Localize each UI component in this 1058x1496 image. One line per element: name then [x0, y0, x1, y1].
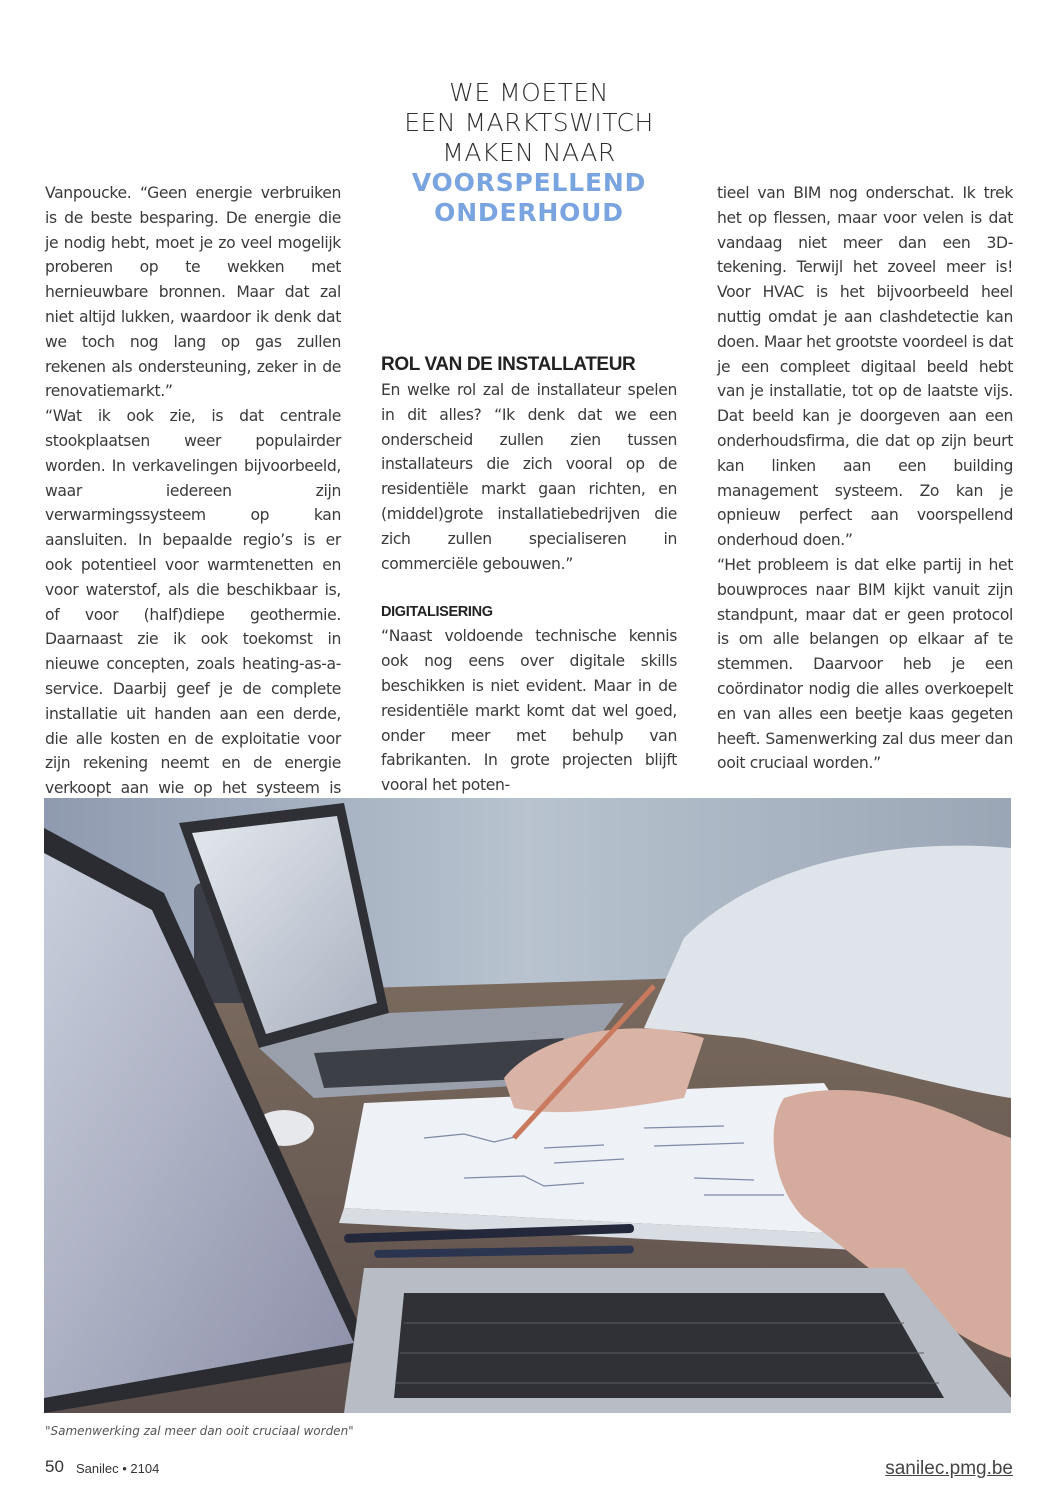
text-column-1 [45, 181, 341, 851]
text-column-2 [381, 353, 677, 798]
pull-quote-line: WE MOETEN [449, 78, 609, 107]
paragraph: En welke rol zal de installateur spelen in dit alles? “Ik denk dat we een onderscheid zullen zien tussen installateurs die zich vooral op de residentiële markt gaan richten, en (middel)grote installatiebedrijven die zich zullen specialiseren in commerciële gebouwen.” [381, 381, 677, 573]
page-number: 50 [45, 1457, 64, 1476]
subsection-heading: DIGITALISERING [381, 604, 493, 621]
article-photo [44, 798, 1011, 1413]
pull-quote-line: EEN MARKTSWITCH [404, 108, 654, 137]
website-link[interactable]: sanilec.pmg.be [885, 1458, 1013, 1479]
pull-quote-highlight: ONDERHOUD [434, 198, 624, 227]
publication-issue: Sanilec • 2104 [76, 1461, 160, 1476]
paragraph: tieel van BIM nog onderschat. Ik trek het op flessen, maar voor velen is dat vandaag niet meer dan een 3D-tekening. Terwijl het zoveel meer is! Voor HVAC is het bijvoorbeeld heel nuttig omdat je aan clashdetectie kan doen. Maar het grootste voordeel is dat je een compleet digitaal beeld hebt van je installatie, tot op de laatste vijs. Dat beeld kan je doorgeven aan een onderhoudsfirma, die dat op zijn beurt kan linken aan een building management systeem. Zo kan je opnieuw perfect aan voorspellend onderhoud doen.” [717, 184, 1013, 550]
text-column-3 [717, 181, 1013, 776]
photo-caption: "Samenwerking zal meer dan ooit cruciaal worden" [45, 1424, 354, 1438]
section-heading: ROL VAN DE INSTALLATEUR [381, 354, 636, 375]
pull-quote [381, 78, 677, 228]
paragraph: “Het probleem is dat elke partij in het bouwproces naar BIM kijkt vanuit zijn standpunt, maar dat er geen protocol is om alle belangen op elkaar af te stemmen. Daarvoor heb je een coördinator nodig die alles overkoepelt en van alles een beetje kaas gegeten heeft. Samenwerking zal dus meer dan ooit cruciaal worden.” [717, 555, 1013, 773]
pull-quote-line: MAKEN NAAR [442, 138, 616, 167]
pull-quote-highlight: VOORSPELLEND [411, 168, 647, 197]
paragraph: “Wat ik ook zie, is dat centrale stookplaatsen weer populairder worden. In verkavelingen bijvoorbeeld, waar iedereen zijn verwarmingssysteem op kan aansluiten. In bepaalde regio’s is er ook potentieel voor warmtenetten en voor waterstof, als die beschikbaar is, of voor (half)diepe geothermie. Daarnaast zie ik ook toekomst in nieuwe concepten, zoals heating-as-a-service. Daarbij geef je de complete installatie uit handen aan een derde, die alle kosten en de exploitatie voor zijn rekening neemt en de energie verkoopt aan wie op het systeem is [45, 407, 341, 798]
paragraph: Vanpoucke. “Geen energie verbruiken is de beste besparing. De energie die je nodig hebt, moet je zo veel mogelijk proberen op te wekken met hernieuwbare bronnen. Maar dat zal niet altijd lukken, waardoor ik denk dat we toch nog lang op gas zullen rekenen als ondersteuning, zeker in de renovatiemarkt.” [45, 184, 341, 401]
paragraph: “Naast voldoende technische kennis ook nog eens over digitale skills beschikken is niet evident. Maar in de residentiële markt komt dat wel goed, onder meer met behulp van fabrikanten. In grote projecten blijft vooral het poten- [381, 627, 677, 795]
